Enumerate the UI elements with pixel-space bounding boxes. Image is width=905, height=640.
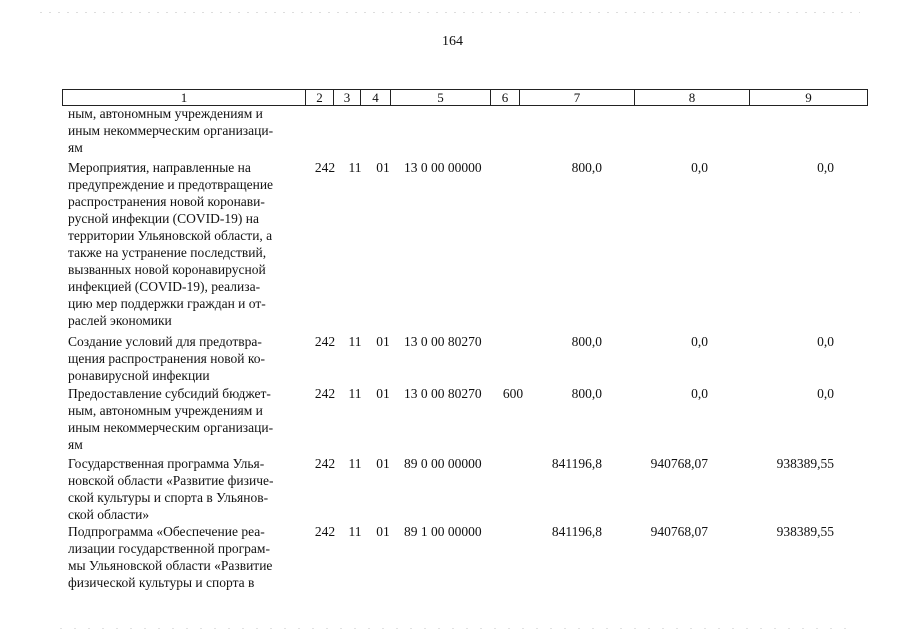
column-header-5: 5 [391,90,491,106]
description-line: мы Ульяновской области «Развитие [68,558,273,573]
cell-col4: 01 [376,524,390,539]
scan-noise [60,628,850,629]
cell-col8: 0,0 [691,160,708,175]
cell-col9: 938389,55 [776,456,834,471]
description-line: ным, автономным учреждениям и [68,403,263,418]
column-header-3: 3 [334,90,361,106]
row-description [68,523,302,591]
cell-col7: 800,0 [571,334,602,349]
cell-col7: 841196,8 [551,456,602,471]
cell-col2: 242 [314,386,336,401]
description-line: ям [68,437,83,452]
row-description [68,159,302,329]
cell-col5: 89 0 00 00000 [404,456,482,471]
description-line: территории Ульяновской области, а [68,228,273,243]
description-line: предупреждение и предотвращение [68,177,274,192]
cell-col9: 0,0 [817,334,834,349]
cell-col5: 13 0 00 00000 [404,160,482,175]
cell-col2: 242 [314,524,336,539]
cell-col2: 242 [314,456,336,471]
cell-col6: 600 [502,386,524,401]
column-header-1: 1 [63,90,306,106]
cell-col4: 01 [376,386,390,401]
description-line: Государственная программа Улья- [68,456,265,471]
description-line: щения распространения новой ко- [68,351,265,366]
cell-col3: 11 [348,386,362,401]
cell-col3: 11 [348,524,362,539]
description-line: ской культуры и спорта в Ульянов- [68,490,269,505]
row-description [68,385,302,453]
cell-col5: 89 1 00 00000 [404,524,482,539]
cell-col4: 01 [376,334,390,349]
description-line: также на устранение последствий, [68,245,267,260]
cell-col4: 01 [376,456,390,471]
description-line: распространения новой коронави- [68,194,265,209]
row-description [68,333,302,384]
description-line: лизации государственной програм- [68,541,270,556]
cell-col9: 0,0 [817,386,834,401]
cell-col3: 11 [348,334,362,349]
description-line: Создание условий для предотвра- [68,334,262,349]
cell-col2: 242 [314,160,336,175]
description-line: Подпрограмма «Обеспечение реа- [68,524,265,539]
column-header-4: 4 [361,90,391,106]
page-number: 164 [442,34,463,49]
column-header-6: 6 [491,90,520,106]
description-line: русной инфекции (COVID-19) на [68,211,260,226]
cell-col9: 938389,55 [776,524,834,539]
column-header-9: 9 [750,90,868,106]
description-line: иным некоммерческим организаци- [68,123,274,138]
description-line: Мероприятия, направленные на [68,160,251,175]
cell-col7: 800,0 [571,160,602,175]
row-description [68,455,302,523]
description-line: физической культуры и спорта в [68,575,255,590]
cell-col8: 0,0 [691,334,708,349]
description-line: ронавирусной инфекции [68,368,210,383]
description-line: ской области» [68,507,150,522]
column-header-8: 8 [635,90,750,106]
description-line: вызванных новой коронавирусной [68,262,266,277]
cell-col4: 01 [376,160,390,175]
description-line: ным, автономным учреждениям и [68,106,263,121]
cell-col3: 11 [348,160,362,175]
description-line: Предоставление субсидий бюджет- [68,386,271,401]
cell-col8: 940768,07 [650,456,708,471]
cell-col9: 0,0 [817,160,834,175]
cell-col8: 0,0 [691,386,708,401]
scan-noise [40,12,860,13]
cell-col7: 841196,8 [551,524,602,539]
column-header-table [62,89,868,106]
description-line: новской области «Развитие физиче- [68,473,274,488]
cell-col8: 940768,07 [650,524,708,539]
cell-col2: 242 [314,334,336,349]
column-header-7: 7 [520,90,635,106]
row-description [68,105,302,156]
cell-col5: 13 0 00 80270 [404,334,482,349]
description-line: раслей экономики [68,313,172,328]
description-line: инфекцией (COVID-19), реализа- [68,279,261,294]
description-line: цию мер поддержки граждан и от- [68,296,266,311]
cell-col3: 11 [348,456,362,471]
column-header-2: 2 [306,90,334,106]
cell-col5: 13 0 00 80270 [404,386,482,401]
description-line: ям [68,140,83,155]
description-line: иным некоммерческим организаци- [68,420,274,435]
cell-col7: 800,0 [571,386,602,401]
